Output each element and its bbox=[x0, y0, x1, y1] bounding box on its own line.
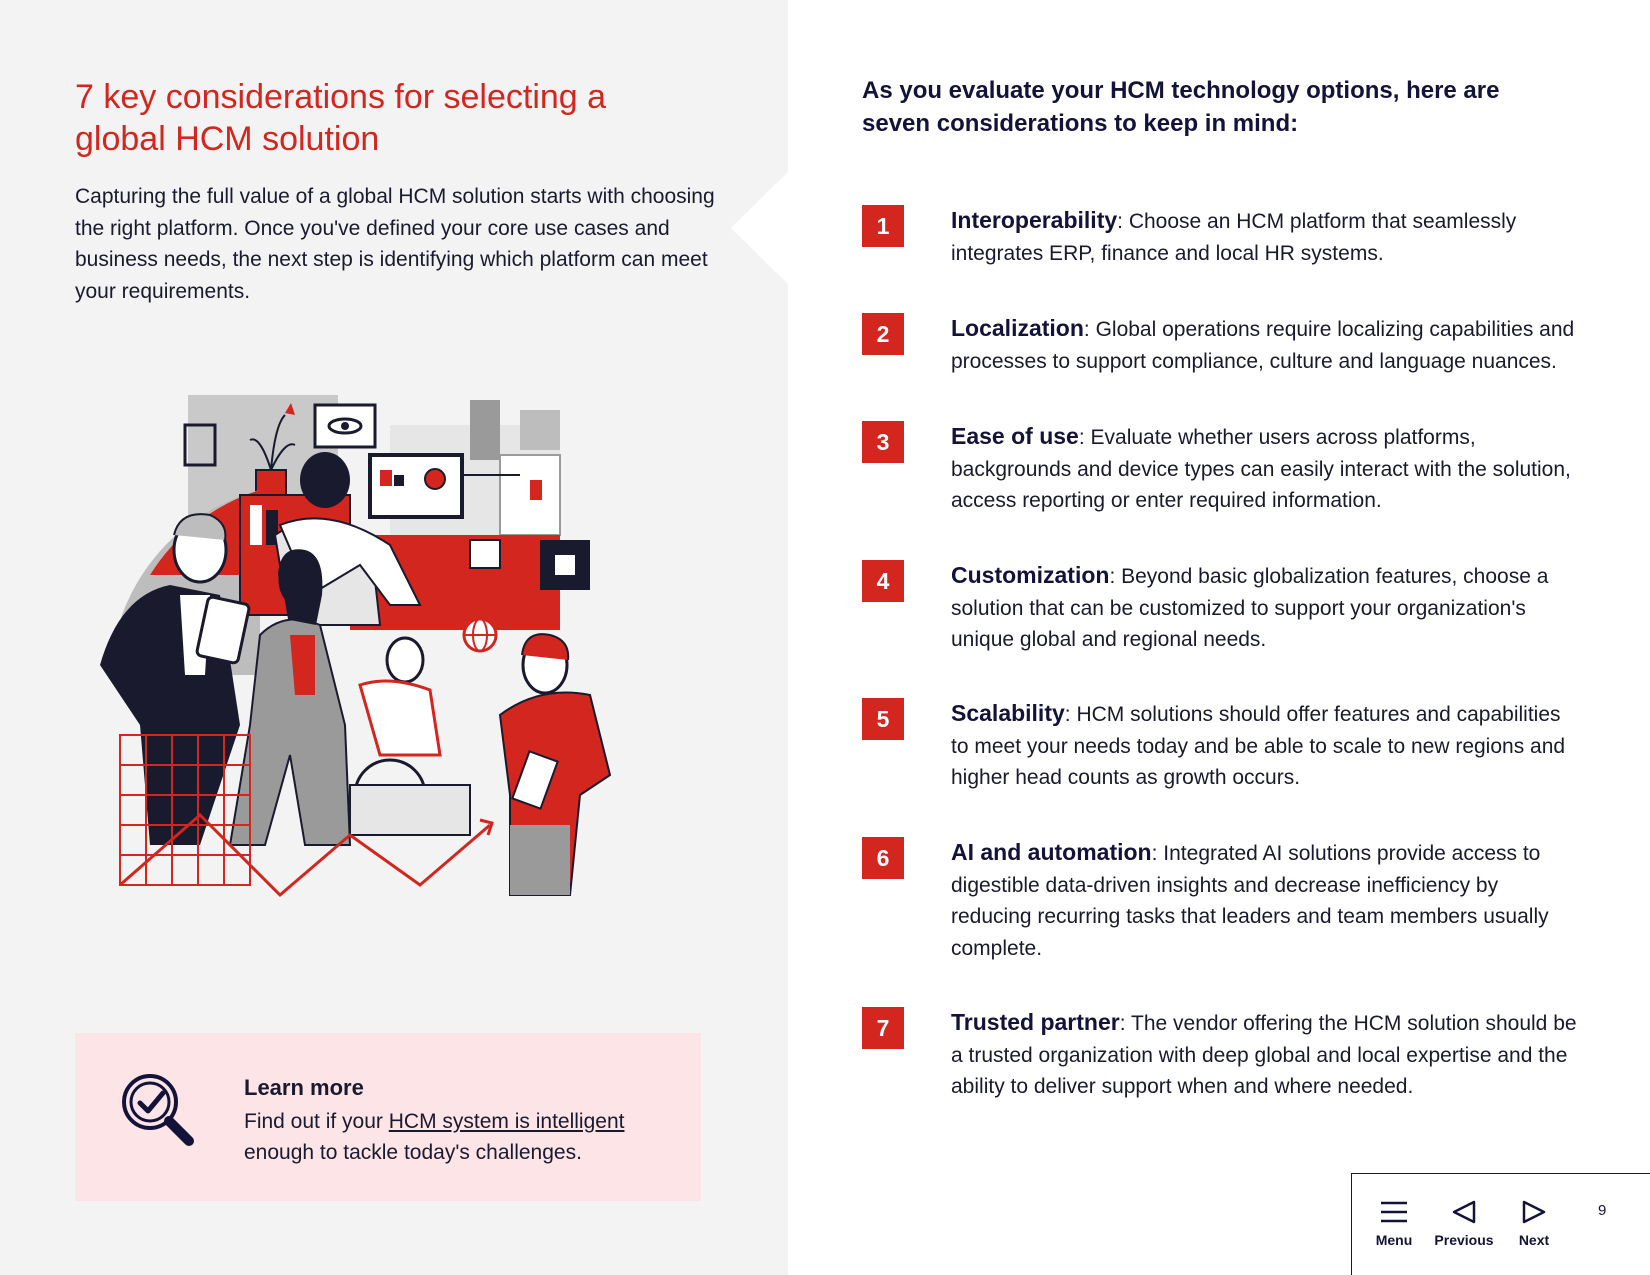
learn-more-title: Learn more bbox=[244, 1075, 364, 1100]
team-illustration bbox=[90, 395, 650, 955]
page-title: 7 key considerations for selecting a global HCM solution bbox=[75, 78, 607, 158]
hamburger-menu-icon bbox=[1379, 1200, 1409, 1224]
next-button[interactable] bbox=[1504, 1200, 1564, 1248]
menu-label: Menu bbox=[1375, 1232, 1413, 1248]
page-navigation bbox=[1351, 1173, 1650, 1275]
hcm-intelligent-link[interactable]: HCM system is intelligent bbox=[388, 1110, 625, 1133]
consideration-text: Trusted partner: The vendor offering the HCM solution should be a trusted organization with deep global and local expertise and the ability to deliver support when and where needed. bbox=[951, 1009, 1577, 1098]
panel-notch bbox=[731, 172, 788, 284]
learn-more-text: Find out if your HCM system is intelligent enough to tackle today's challenges. bbox=[244, 1110, 625, 1164]
consideration-text: Interoperability: Choose an HCM platform that seamlessly integrates ERP, finance and local HR systems. bbox=[951, 207, 1517, 265]
learn-more-box bbox=[75, 1033, 701, 1201]
consideration-text: Ease of use: Evaluate whether users across platforms, backgrounds and device types can easily interact with the solution, access reporting or enter required information. bbox=[951, 423, 1571, 512]
magnifier-check-icon bbox=[117, 1069, 197, 1149]
number-badge: 4 bbox=[862, 560, 904, 602]
consideration-text: Scalability: HCM solutions should offer features and capabilities to meet your needs today and be able to scale to new regions and higher head counts as growth occurs. bbox=[951, 700, 1566, 789]
triangle-right-icon bbox=[1521, 1200, 1547, 1224]
consideration-text: AI and automation: Integrated AI solutions provide access to digestible data-driven insights and decrease inefficiency by reducing recurring tasks that leaders and team members usually complete. bbox=[951, 839, 1549, 960]
number-badge: 6 bbox=[862, 837, 904, 879]
next-label: Next bbox=[1518, 1232, 1550, 1248]
previous-label: Previous bbox=[1434, 1232, 1494, 1248]
page-number: 9 bbox=[1598, 1202, 1607, 1219]
number-badge: 5 bbox=[862, 698, 904, 740]
intro-paragraph: Capturing the full value of a global HCM solution starts with choosing the right platform. Once you've defined your core use cases and business needs, the next step is identifying which platform can meet your requirements. bbox=[75, 185, 715, 303]
number-badge: 7 bbox=[862, 1007, 904, 1049]
menu-button[interactable] bbox=[1364, 1200, 1424, 1248]
consideration-text: Localization: Global operations require localizing capabilities and processes to support compliance, culture and language nuances. bbox=[951, 315, 1575, 373]
considerations-heading: As you evaluate your HCM technology options, here are seven considerations to keep in mind: bbox=[862, 77, 1500, 137]
triangle-left-icon bbox=[1451, 1200, 1477, 1224]
number-badge: 3 bbox=[862, 421, 904, 463]
consideration-text: Customization: Beyond basic globalization features, choose a solution that can be customized to support your organization's unique global and regional needs. bbox=[951, 562, 1549, 651]
number-badge: 2 bbox=[862, 313, 904, 355]
previous-button[interactable] bbox=[1434, 1200, 1494, 1248]
number-badge: 1 bbox=[862, 205, 904, 247]
